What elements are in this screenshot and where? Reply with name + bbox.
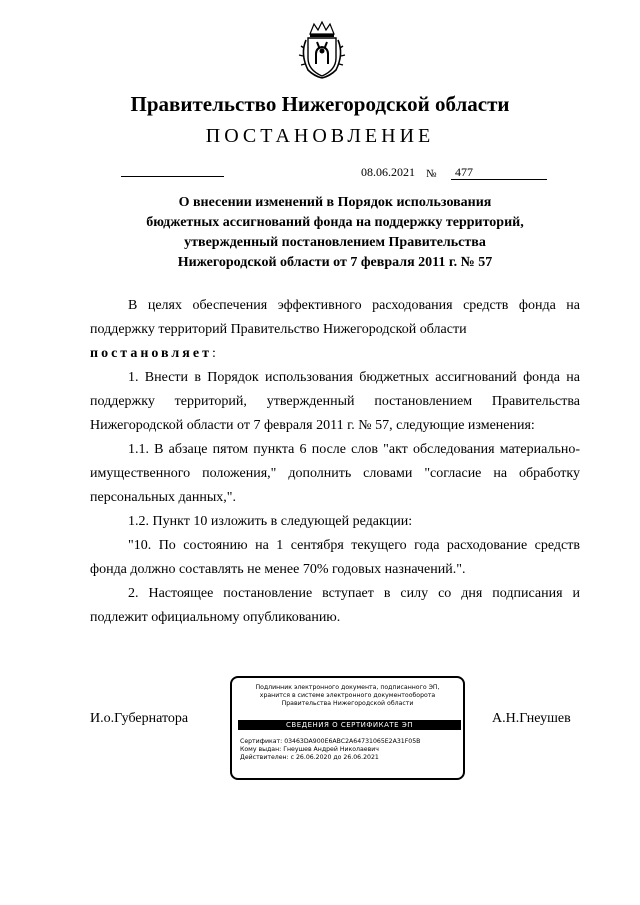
- owner-value: Гнеушев Андрей Николаевич: [283, 746, 379, 753]
- intro-paragraph: [90, 294, 580, 342]
- intro-text: В целях обеспечения эффективного расходования средств фонда на поддержку территорий Правительство Нижегородской области: [90, 298, 580, 337]
- document-number: 477: [451, 165, 547, 180]
- document-subject: [90, 193, 580, 273]
- paragraph-1-2: 1.2. Пункт 10 изложить в следующей редакции:: [128, 514, 413, 529]
- certificate-info-bar: СВЕДЕНИЯ О СЕРТИФИКАТЕ ЭП: [238, 720, 461, 730]
- document-type: ПОСТАНОВЛЕНИЕ: [205, 125, 435, 147]
- resolves-colon: :: [211, 346, 216, 361]
- signatory-name: А.Н.Гнеушев: [492, 711, 571, 726]
- signatory-position: И.о.Губернатора: [90, 711, 189, 726]
- owner-label: Кому выдан:: [240, 746, 282, 753]
- resolves-word: постановляет: [90, 346, 212, 361]
- owner-row: [240, 746, 420, 754]
- validity-label: Действителен:: [240, 754, 289, 761]
- validity-value: с 26.06.2020 до 26.06.2021: [290, 754, 379, 761]
- subject-line: Нижегородской области от 7 февраля 2011 г. № 57: [177, 255, 493, 270]
- paragraph-1-2-quote: "10. По состоянию на 1 сентября текущего года расходование средств фонда должно составлять не менее 70% годовых назначений.".: [90, 538, 580, 577]
- certificate-row: [240, 738, 420, 746]
- paragraph-2: 2. Настоящее постановление вступает в силу со дня подписания и подлежит официальному опубликованию.: [90, 586, 580, 625]
- validity-row: [240, 754, 420, 762]
- stamp-line: Правительства Нижегородской области: [281, 700, 414, 707]
- stamp-header: [236, 684, 459, 708]
- document-body: [90, 294, 580, 630]
- date-blank-line: [121, 176, 224, 177]
- document-date: 08.06.2021: [361, 165, 415, 179]
- certificate-details: [240, 738, 420, 762]
- subject-line: О внесении изменений в Порядок использования: [178, 195, 492, 210]
- number-sign: №: [426, 168, 437, 180]
- government-name: Правительство Нижегородской области: [130, 92, 510, 116]
- resolves-line: [90, 342, 580, 366]
- subject-line: утвержденный постановлением Правительства: [184, 235, 486, 250]
- coat-of-arms-emblem: [298, 20, 346, 80]
- paragraph-1: 1. Внести в Порядок использования бюджетных ассигнований фонда на поддержку территорий, утвержденный постановлением Правительства Нижегородской области от 7 февраля 2011 г. № 57, следующие изменения:: [90, 370, 580, 433]
- certificate-value: 03463DA900E6ABC2A64731065E2A31F05B: [284, 738, 421, 745]
- stamp-line: Подлинник электронного документа, подписанного ЭП,: [255, 684, 440, 691]
- stamp-line: хранится в системе электронного документооборота: [259, 692, 436, 699]
- electronic-signature-stamp: [230, 676, 465, 780]
- certificate-label: Сертификат:: [240, 738, 283, 745]
- subject-line: бюджетных ассигнований фонда на поддержку территорий,: [146, 215, 524, 230]
- paragraph-1-1: 1.1. В абзаце пятом пункта 6 после слов "акт обследования материально-имущественного положения," дополнить словами "согласие на обработку персональных данных,".: [90, 442, 580, 505]
